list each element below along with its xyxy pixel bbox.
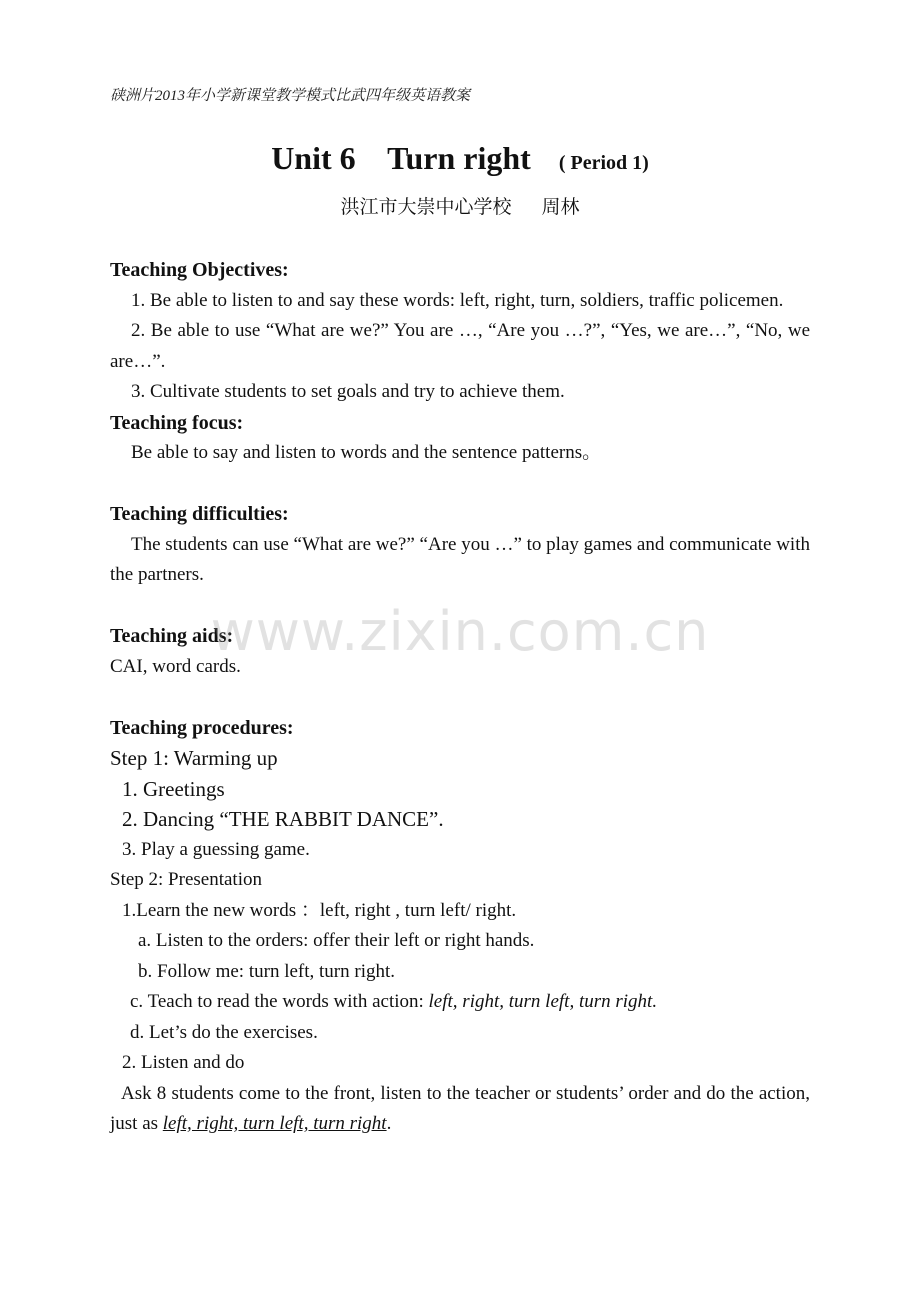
step1-item: 1. Greetings <box>122 776 225 801</box>
step2-sub-c-em: left, right, turn left, turn right. <box>428 991 658 1012</box>
step1-item: 3. Play a guessing game. <box>122 838 310 860</box>
focus-heading: Teaching focus: <box>110 411 244 434</box>
document-body <box>110 255 810 1140</box>
author-name: 周林 <box>541 196 580 218</box>
aids-heading: Teaching aids: <box>110 625 234 647</box>
step2-sub-d: d. Let’s do the exercises. <box>130 1021 318 1043</box>
focus-text: Be able to say and listen to words and the sentence patterns。 <box>131 442 602 463</box>
step1-title: Step 1: Warming up <box>110 746 278 770</box>
step1-item: 2. Dancing “THE RABBIT DANCE”. <box>122 807 444 831</box>
objective-item: 1. Be able to listen to and say these words: left, right, turn, soldiers, traffic policemen. <box>131 289 784 311</box>
procedures-heading: Teaching procedures: <box>110 716 294 739</box>
item2-text-prefix: Ask 8 students come to the front, listen to the teacher or students’ order and do the action, just as <box>110 1082 810 1134</box>
step2-title: Step 2: Presentation <box>110 869 262 890</box>
step2-sub-c <box>110 987 810 1018</box>
objective-item: 3. Cultivate students to set goals and try to achieve them. <box>131 381 565 402</box>
page-title <box>0 140 920 177</box>
aids-text: CAI, word cards. <box>110 655 241 677</box>
difficulties-heading: Teaching difficulties: <box>110 503 289 525</box>
step2-sub-c-prefix: c. Teach to read the words with action: <box>130 991 429 1012</box>
header-note: 硖洲片2013年小学新课堂教学模式比武四年级英语教案 <box>110 88 471 104</box>
step2-sub-a: a. Listen to the orders: offer their left or right hands. <box>138 930 535 951</box>
school-name: 洪江市大崇中心学校 <box>340 196 512 218</box>
watermark: www.zixin.com.cn <box>210 600 710 663</box>
item2-text-em: left, right, turn left, turn right <box>162 1113 387 1134</box>
objective-item: 2. Be able to use “What are we?” You are …, “Are you …?”, “Yes, we are…”, “No, we are…”. <box>110 320 810 372</box>
step2-item2-text <box>110 1079 810 1140</box>
step2-item1: 1.Learn the new words ：left, right , turn left/ right. <box>122 899 517 921</box>
item2-text-suffix: . <box>386 1113 392 1134</box>
difficulties-text: The students can use “What are we?” “Are you …” to play games and communicate with the partners. <box>110 533 810 585</box>
title-period: ( Period 1) <box>558 152 649 174</box>
subtitle <box>0 192 920 219</box>
title-main: Unit 6 Turn right <box>271 140 531 176</box>
step2-item2: 2. Listen and do <box>122 1052 245 1073</box>
step2-sub-b: b. Follow me: turn left, turn right. <box>138 960 396 982</box>
objectives-heading: Teaching Objectives: <box>110 259 289 281</box>
